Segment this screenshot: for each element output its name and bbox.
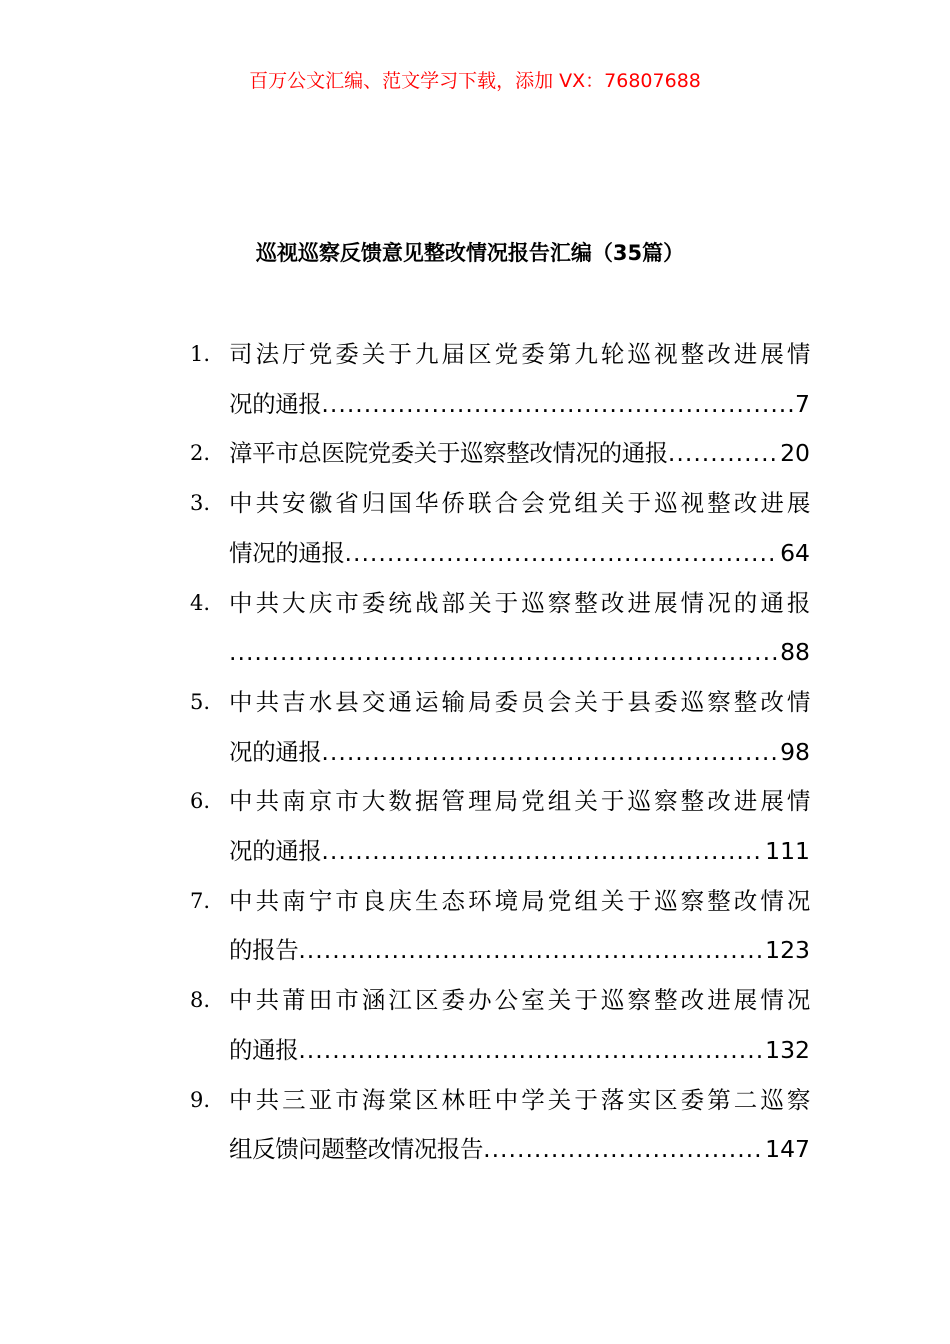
toc-leader-line [229,429,810,479]
toc-number: 5. [190,689,211,714]
dot-leader [321,728,778,778]
toc-leader-line [229,926,810,976]
table-of-contents [190,330,810,1175]
toc-page-number: 111 [765,837,810,866]
dot-leader [483,1125,763,1175]
toc-leader-line [229,628,810,678]
toc-number: 7. [190,888,211,913]
toc-title-continuation: 况的通报 [229,737,322,766]
toc-page-number: 123 [765,936,810,965]
toc-entry-8[interactable] [190,976,810,1075]
header-note: 百万公文汇编、范文学习下载，添加 VX：76807688 [249,70,701,92]
toc-title-line: 中共三亚市海棠区林旺中学关于落实区委第二巡察 [229,1085,810,1114]
toc-title-continuation: 况的通报 [229,389,322,418]
toc-entry-6[interactable] [190,777,810,876]
toc-title-line: 中共南宁市良庆生态环境局党组关于巡察整改情况 [229,886,810,915]
toc-title-continuation: 况的通报 [229,837,322,866]
toc-entry-2[interactable] [190,429,810,479]
toc-title-continuation: 组反馈问题整改情况报告 [229,1135,484,1164]
toc-title-line: 中共吉水县交通运输局委员会关于县委巡察整改情 [229,687,810,716]
toc-page-number: 132 [765,1035,810,1064]
toc-title-line: 中共大庆市委统战部关于巡察整改进展情况的通报 [229,588,810,617]
toc-page-number: 88 [780,638,810,667]
dot-leader [298,926,763,976]
toc-title-line: 司法厅党委关于九届区党委第九轮巡视整改进展情 [229,340,810,368]
toc-number: 4. [190,590,211,615]
toc-entry-9[interactable] [190,1076,810,1175]
toc-title-continuation: 的报告 [229,936,299,965]
toc-page-number: 64 [780,538,810,567]
toc-entry-3[interactable] [190,479,810,578]
dot-leader [229,628,778,678]
document-title: 巡视巡察反馈意见整改情况报告汇编（35篇） [255,241,685,265]
toc-page-number: 7 [795,389,810,418]
dot-leader [321,827,763,877]
dot-leader [345,529,779,579]
toc-leader-line [229,380,810,430]
toc-number: 3. [190,491,211,516]
toc-leader-line [229,728,810,778]
toc-page-number: 147 [765,1135,810,1164]
toc-title-continuation: 的通报 [229,1035,299,1064]
toc-number: 6. [190,789,211,814]
dot-leader [668,429,778,479]
dot-leader [298,1026,763,1076]
toc-page-number: 20 [780,439,810,468]
toc-leader-line [229,827,810,877]
toc-title-line: 中共莆田市涵江区委办公室关于巡察整改进展情况 [229,986,810,1015]
toc-entry-1[interactable] [190,330,810,429]
toc-number: 9. [190,1087,211,1112]
toc-title-continuation: 漳平市总医院党委关于巡察整改情况的通报 [229,439,668,468]
toc-entry-7[interactable] [190,877,810,976]
dot-leader [321,380,793,430]
toc-page-number: 98 [780,737,810,766]
toc-title-continuation: 情况的通报 [229,538,345,567]
toc-number: 1. [190,342,211,366]
toc-title-line: 中共南京市大数据管理局党组关于巡察整改进展情 [229,787,810,816]
toc-leader-line [229,529,810,579]
toc-number: 2. [190,441,211,466]
toc-entry-4[interactable] [190,579,810,678]
toc-number: 8. [190,988,211,1013]
toc-leader-line [229,1026,810,1076]
toc-leader-line [229,1125,810,1175]
toc-entry-5[interactable] [190,678,810,777]
toc-title-line: 中共安徽省归国华侨联合会党组关于巡视整改进展 [229,489,810,518]
